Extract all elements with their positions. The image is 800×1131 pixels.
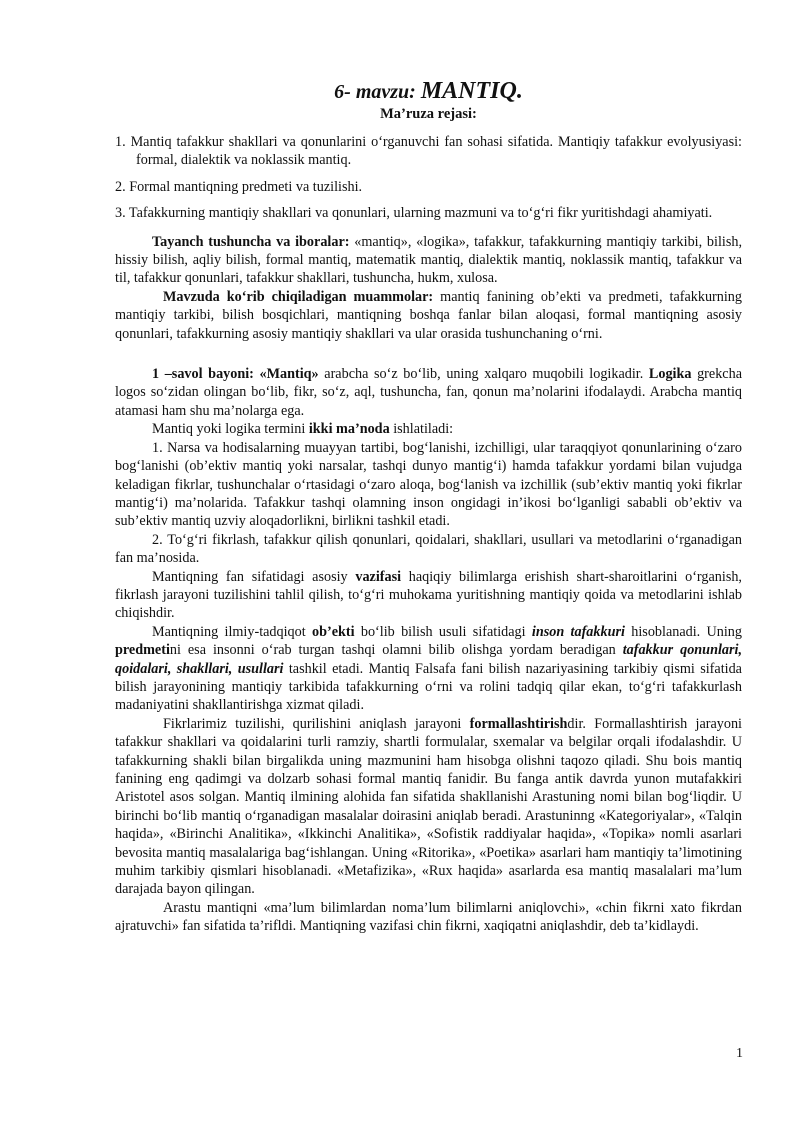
p6-text-5: tashkil etadi. Mantiq Falsafa fani bilish nazariyasining tarkibiy qismi sifatida bilish jarayonining mantiqiy tarkibida tafakkurning o‘rni va rolini tadqiq qilar ekan, to‘g‘ri tafakkurlash madaniyatini shakllantirishga xizmat qiladi.	[115, 660, 742, 714]
page-content	[115, 78, 742, 936]
p6-text-3: hisoblanadi. Uning	[624, 623, 742, 640]
body-paragraph-4: 2. To‘g‘ri fikrlash, tafakkur qilish qonunlari, qoidalari, shakllari, usullari va metodlarini o‘rganadigan fan ma’nosida.	[115, 531, 742, 567]
plan-item-1: 1. Mantiq tafakkur shakllari va qonunlarini o‘rganuvchi fan sohasi sifatida. Mantiqiy tafakkur evolyusiyasi: formal, dialektik va noklassik mantiq.	[115, 134, 742, 169]
question-1-label: 1 –savol bayoni: «Mantiq»	[152, 366, 319, 383]
plan-item-3: 3. Tafakkurning mantiqiy shakllari va qonunlari, ularning mazmuni va to‘g‘ri fikr yuritishdagi ahamiyati.	[115, 205, 713, 222]
body-paragraph-7	[115, 715, 742, 899]
keywords-text: «mantiq», «logika», tafakkur, tafakkurning mantiqiy tarkibi, bilish, hissiy bilish, aqliy bilish, formal mantiq, matematik mantiq, dialektik mantiq, noklassik mantiq, tafakkur va til, tafakkur qonunlari, tafakkur shakllari, tushuncha, hukm, xulosa.	[115, 233, 742, 287]
body-paragraph-8: Arastu mantiqni «ma’lum bilimlardan noma’lum bilimlarni aniqlovchi», «chin fikrni xato fikrdan ajratuvchi» fan sifatida ta’rifldi. Mantiqning vazifasi chin fikrni, xaqiqatni aniqlashdir, deb ta’kidlaydi.	[115, 899, 742, 935]
p6-bold-italic-2: tafakkur qonunlari, qoidalari, shakllari, usullari	[115, 642, 743, 677]
p6-bold-predmeti: predmeti	[115, 642, 170, 659]
p6-text-2: bo‘lib bilish usuli sifatidagi	[354, 623, 532, 640]
p5-text-2: haqiqiy bilimlarga erishish shart-sharoitlarini o‘rganish, fikrlash jarayoni tuzilishini tahlil qilish, to‘g‘ri muhokama yuritishning mantiqiy qoida va metodlarini ishlab chiqishdir.	[115, 568, 742, 622]
page-number: 1	[736, 1046, 743, 1061]
p2-bold: ikki ma’noda	[308, 421, 390, 438]
p7-text-1: Fikrlarimiz tuzilishi, qurilishini aniqlash jarayoni	[163, 715, 470, 732]
paragraph-gap	[115, 343, 742, 365]
body-paragraph-5	[115, 568, 742, 623]
p1-text-2: grekcha logos so‘zidan olingan bo‘lib, fikr, so‘z, aql, tushuncha, fan, qonun ma’nolarini ifodalaydi. Arabcha mantiq atamasi ham shu ma’nolarga ega.	[115, 366, 742, 419]
keywords-label: Tayanch tushuncha va iboralar:	[152, 233, 350, 250]
problems-label: Mavzuda ko‘rib chiqiladigan muammolar:	[163, 288, 434, 305]
body-paragraph-2	[115, 420, 742, 438]
problems-paragraph	[115, 288, 742, 343]
p2-text-2: ishlatiladi:	[389, 421, 454, 438]
p6-bold-obekti: ob’ekti	[312, 623, 355, 640]
p7-text-2: dir. Formallashtirish jarayoni tafakkur shakllari va qoidalarini turli ramziy, shartli formulalar, sxemalar va belgilar orqali ifodalashdir. U tafakkurning shakli bilan birgalikda uning mazmunini ham hisobga olishni taqozo qiladi. Shu bois mantiq fanining eng qadimgi va dolzarb sohasi formal mantiq fanidir. Bu fanga antik davrda yunon mutafakkiri Aristotel asos solgan. Mantiq ilmining alohida fan sifatida shakllanishi Arastuning nomi bilan bog‘liqdir. U birinchi bo‘lib mantiq o‘rganadigan masalalar doirasini aniqlab beradi. Arastuninng «Kategoriyalar», «Talqin haqida», «Birinchi Analitika», «Ikkinchi Analitika», «Sofistik raddiyalar haqida», «Topika» nomli asarlari bevosita mantiq masalalariga bag‘ishlangan. Uning «Ritorika», «Poetika» asarlari ham mantiqiy ta’limotining muhim tarkibiy qismlari hisoblanadi. «Metafizika», «Rux haqida» asarlarda esa mantiq masalalari ma’lum darajada bayon qilingan.	[115, 715, 743, 898]
body-paragraph-6	[115, 623, 742, 715]
keywords-paragraph	[115, 233, 742, 288]
p5-text-1: Mantiqning fan sifatidagi asosiy	[152, 568, 356, 585]
lecture-plan-heading: Ma’ruza rejasi:	[380, 106, 477, 122]
title-prefix: 6- mavzu:	[334, 81, 421, 103]
plan-item-2: 2. Formal mantiqning predmeti va tuzilishi.	[115, 178, 363, 195]
p2-text-1: Mantiq yoki logika termini	[152, 421, 309, 438]
p6-text-4: ni esa insonni o‘rab turgan tashqi olamni bilib olishga yordam beradigan	[169, 642, 623, 659]
p1-text-1: arabcha so‘z bo‘lib, uning xalqaro muqobili logikadir.	[318, 366, 649, 383]
body-paragraph-3: 1. Narsa va hodisalarning muayyan tartibi, bog‘lanishi, izchilligi, ular taraqqiyot qonunlarining o‘zaro bog‘lanishi (ob’ektiv mantiq yoki narsalar, tashqi dunyo mantig‘i) hamda tafakkur yordami bilan vujudga keladigan fikrlar, tushunchalar o‘rtasidagi o‘zaro aloqa, bog‘lanish va izchillik (sub’ektiv mantiq yoki fikrlar mantig‘i) ma’nolarida. Tafakkur tashqi olamning inson ongidagi in’ikosi bo‘lganligi sababli ob’ektiv va sub’ektiv mantiq uzviy aloqadorlikni, birlikni tashkil etadi.	[115, 439, 742, 530]
p6-bold-italic-1: inson tafakkuri	[531, 623, 625, 640]
problems-text: mantiq fanining ob’ekti va predmeti, tafakkurning mantiqiy tarkibi, bilish bosqichlari, mantiqning boshqa fanlar bilan aloqasi, formal mantiqning asosiy qonunlari, tafakkurning asosiy mantiqiy shakllari va ular orasida tushunchaning o‘rni.	[115, 288, 742, 342]
lecture-plan-list	[115, 133, 742, 223]
title-main: MANTIQ.	[420, 78, 523, 104]
p6-text-1: Mantiqning ilmiy-tadqiqot	[152, 623, 312, 640]
p7-bold: formallashtirish	[469, 715, 568, 732]
body-paragraph-1	[115, 365, 742, 420]
lecture-title	[115, 78, 742, 105]
p5-bold-vazifasi: vazifasi	[355, 568, 402, 585]
p1-bold-logika: Logika	[648, 366, 692, 383]
